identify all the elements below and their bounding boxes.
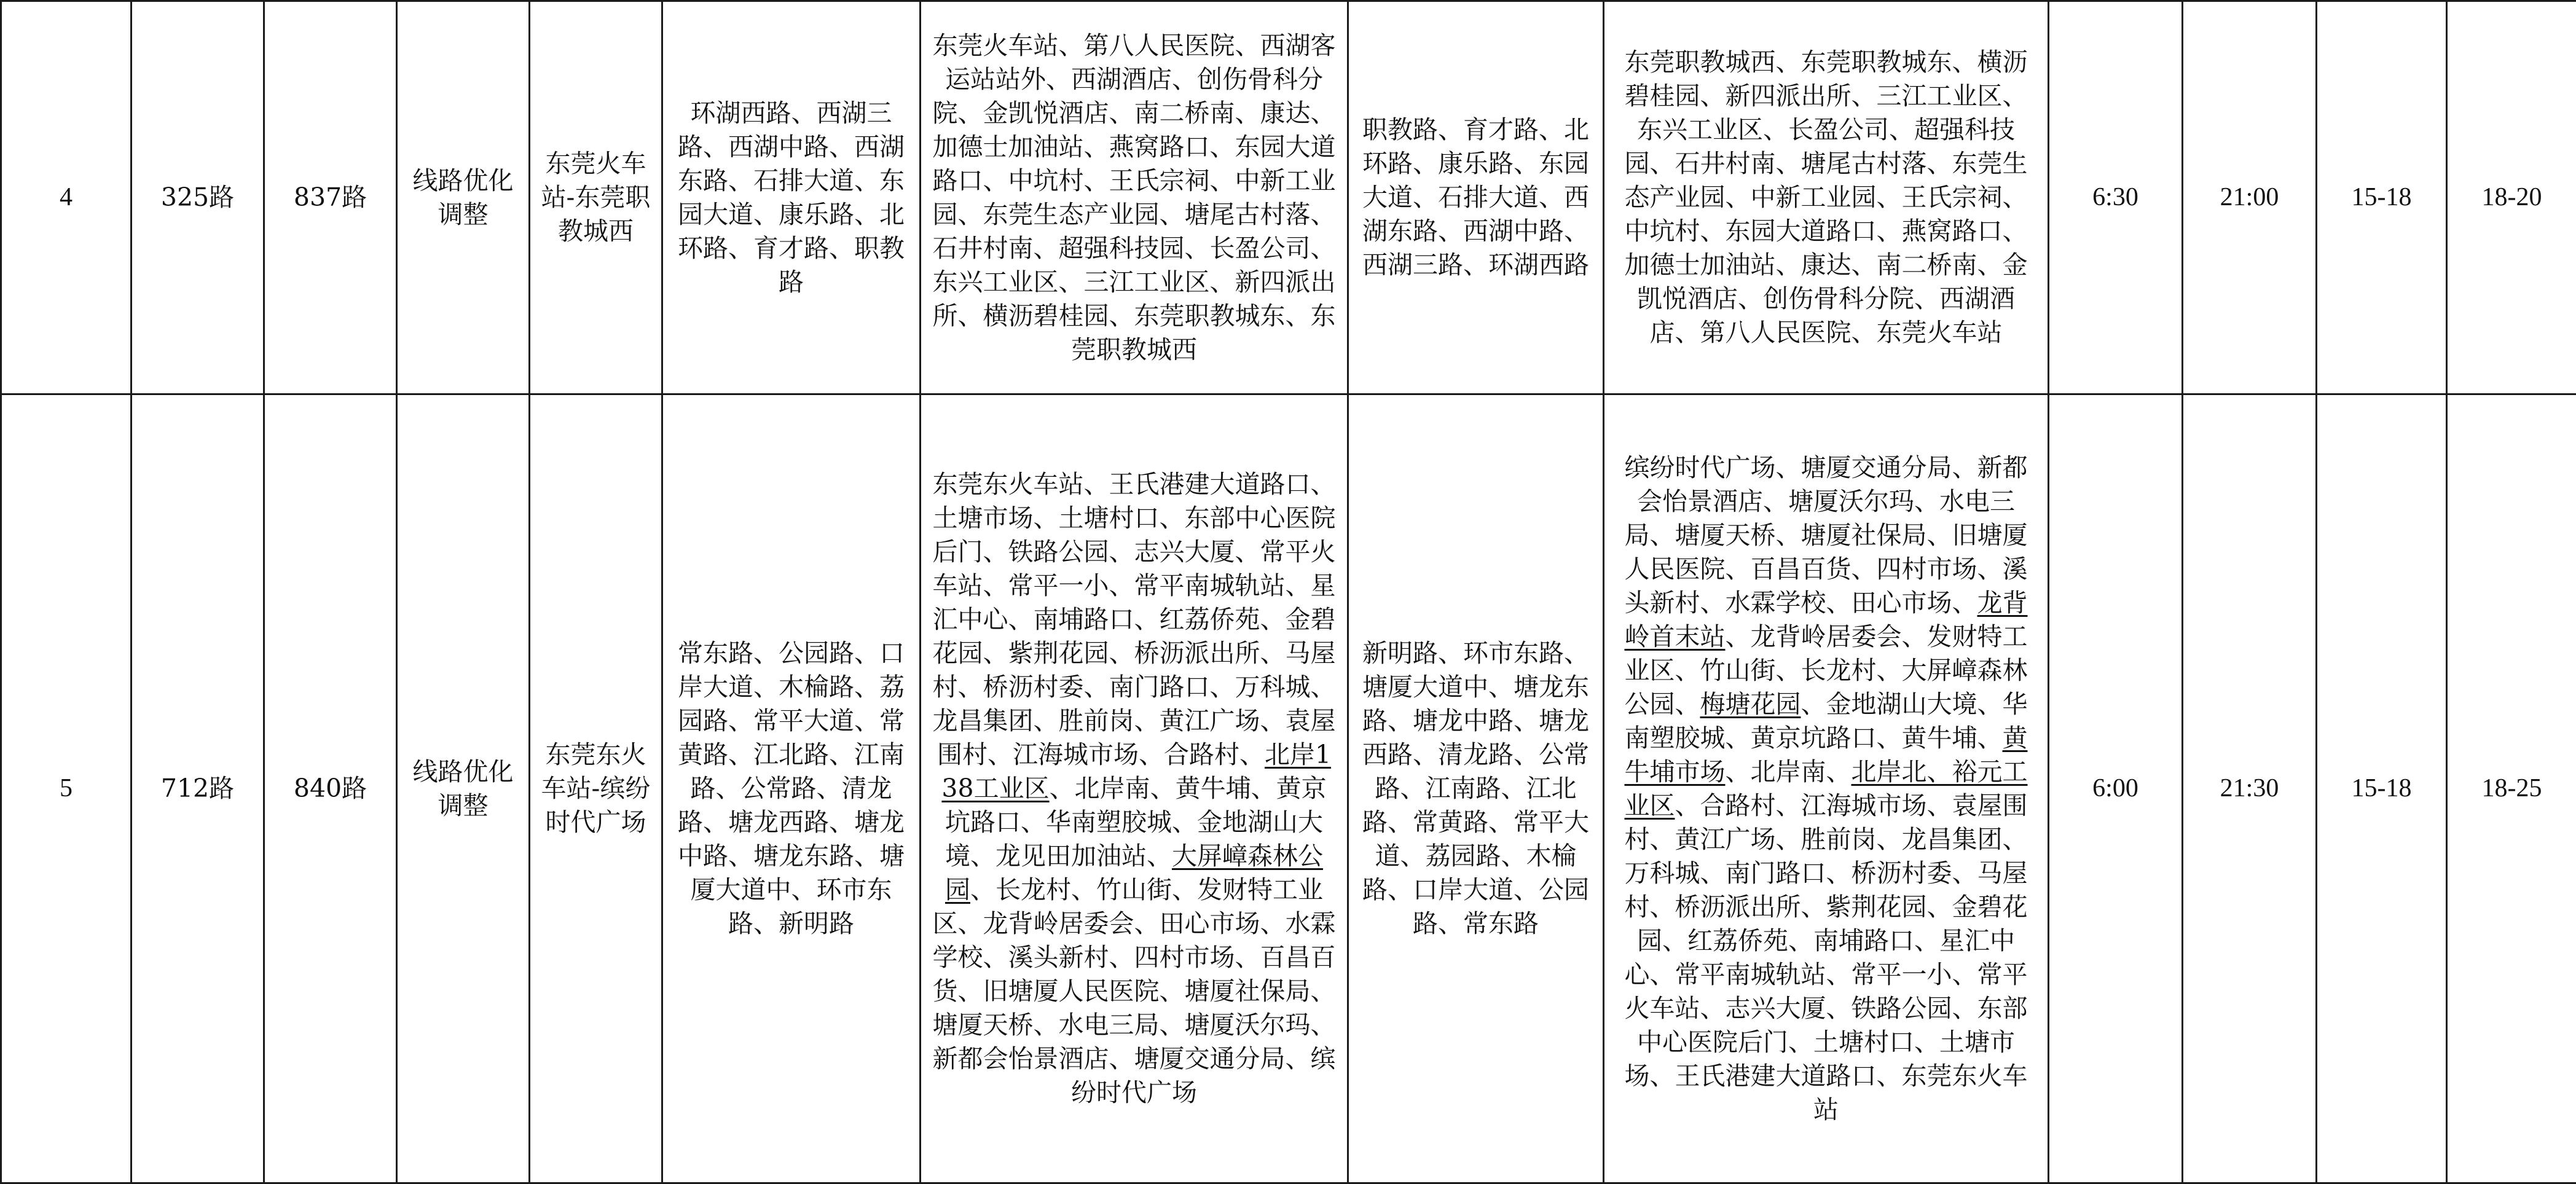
new-route-number: 840路 <box>264 394 397 1183</box>
stop-list-text: 东莞东火车站、王氏港建大道路口、土塘市场、土塘村口、东部中心医院后门、铁路公园、志兴大厦、常平火车站、常平一小、常平南城轨站、星汇中心、南埔路口、红荔侨苑、金碧花园、紫荆花园、桥沥派出所、马屋村、桥沥村委、南门路口、万科城、龙昌集团、胜前岗、黄江广场、袁屋围村、江海城市场、合路村、 <box>933 469 1336 769</box>
adjustment-type: 线路优化调整 <box>397 394 530 1183</box>
route-terminals: 东莞东火车站-缤纷时代广场 <box>530 394 662 1183</box>
peak-headway: 15-18 <box>2317 1 2447 394</box>
stop-list-text: 、北岸南、黄牛埔、黄京坑路口、华南塑胶城、金地湖山大境、龙见田加油站、 <box>945 774 1327 871</box>
outbound-stops <box>921 394 1348 1183</box>
adjustment-type: 线路优化调整 <box>397 1 530 394</box>
stop-list-text: 、龙背岭居委会、发财特工业区、竹山街、长龙村、大屏嶂森林公园、 <box>1625 622 2028 719</box>
return-roads: 新明路、环市东路、塘厦大道中、塘龙东路、塘龙中路、塘龙西路、清龙路、公常路、江南路、江北路、常黄路、常平大道、荔园路、木棆路、口岸大道、公园路、常东路 <box>1348 394 1604 1183</box>
old-route-number: 712路 <box>132 394 264 1183</box>
last-bus-time: 21:30 <box>2183 394 2317 1183</box>
stop-list-text: 、合路村、江海城市场、袁屋围村、黄江广场、胜前岗、龙昌集团、万科城、南门路口、桥沥村委、马屋村、桥沥派出所、紫荆花园、金碧花园、红荔侨苑、南埔路口、星汇中心、常平南城轨站、常平一小、常平火车站、志兴大厦、铁路公园、东部中心医院后门、土塘村口、土塘市场、王氏港建大道路口、东莞东火车站 <box>1625 791 2028 1124</box>
underlined-stop: 黄牛埔市场 <box>1625 723 2028 786</box>
new-route-number: 837路 <box>264 1 397 394</box>
old-route-number: 325路 <box>132 1 264 394</box>
offpeak-headway: 18-20 <box>2447 1 2576 394</box>
first-bus-time: 6:00 <box>2049 394 2183 1183</box>
row-index: 5 <box>1 394 132 1183</box>
table-row <box>1 394 2576 1183</box>
row-index: 4 <box>1 1 132 394</box>
stop-list-text: 、北岸南、 <box>1726 757 1852 786</box>
route-terminals: 东莞火车站-东莞职教城西 <box>530 1 662 394</box>
return-stops <box>1604 1 2049 394</box>
peak-headway: 15-18 <box>2317 394 2447 1183</box>
stop-list-text: 、金地湖山大境、华南塑胶城、黄京坑路口、黄牛埔、 <box>1625 689 2028 753</box>
underlined-stop: 梅塘花园 <box>1700 689 1801 719</box>
offpeak-headway: 18-25 <box>2447 394 2576 1183</box>
stop-list-text: 东莞职教城西、东莞职教城东、横沥碧桂园、新四派出所、三江工业区、东兴工业区、长盈公司、超强科技园、石井村南、塘尾古村落、东莞生态产业园、中新工业园、王氏宗祠、中坑村、东园大道路口、燕窝路口、加德士加油站、康达、南二桥南、金凯悦酒店、创伤骨科分院、西湖酒店、第八人民医院、东莞火车站 <box>1625 47 2028 347</box>
underlined-stop: 大屏嶂森林公园 <box>945 841 1323 904</box>
stop-list-text: 东莞火车站、第八人民医院、西湖客运站站外、西湖酒店、创伤骨科分院、金凯悦酒店、南二桥南、康达、加德士加油站、燕窝路口、东园大道路口、中坑村、王氏宗祠、中新工业园、东莞生态产业园、塘尾古村落、石井村南、超强科技园、长盈公司、东兴工业区、三江工业区、新四派出所、横沥碧桂园、东莞职教城东、东莞职教城西 <box>933 31 1336 364</box>
outbound-roads: 常东路、公园路、口岸大道、木棆路、荔园路、常平大道、常黄路、江北路、江南路、公常路、清龙路、塘龙西路、塘龙中路、塘龙东路、塘厦大道中、环市东路、新明路 <box>662 394 921 1183</box>
stop-list-text: 缤纷时代广场、塘厦交通分局、新都会怡景酒店、塘厦沃尔玛、水电三局、塘厦天桥、塘厦社保局、旧塘厦人民医院、百昌百货、四村市场、溪头新村、水霖学校、田心市场、 <box>1625 453 2028 617</box>
last-bus-time: 21:00 <box>2183 1 2317 394</box>
stop-list-text: 、长龙村、竹山街、发财特工业区、龙背岭居委会、田心市场、水霖学校、溪头新村、四村市场、百昌百货、旧塘厦人民医院、塘厦社保局、塘厦天桥、水电三局、塘厦沃尔玛、新都会怡景酒店、塘厦交通分局、缤纷时代广场 <box>933 875 1336 1107</box>
outbound-stops <box>921 1 1348 394</box>
first-bus-time: 6:30 <box>2049 1 2183 394</box>
return-roads: 职教路、育才路、北环路、康乐路、东园大道、石排大道、西湖东路、西湖中路、西湖三路、环湖西路 <box>1348 1 1604 394</box>
outbound-roads: 环湖西路、西湖三路、西湖中路、西湖东路、石排大道、东园大道、康乐路、北环路、育才路、职教路 <box>662 1 921 394</box>
underlined-stop: 北岸北、裕元工业区 <box>1625 757 2028 820</box>
underlined-stop: 龙背岭首末站 <box>1625 588 2028 651</box>
underlined-stop: 北岸138工业区 <box>941 740 1331 803</box>
table-row <box>1 1 2576 394</box>
return-stops <box>1604 394 2049 1183</box>
